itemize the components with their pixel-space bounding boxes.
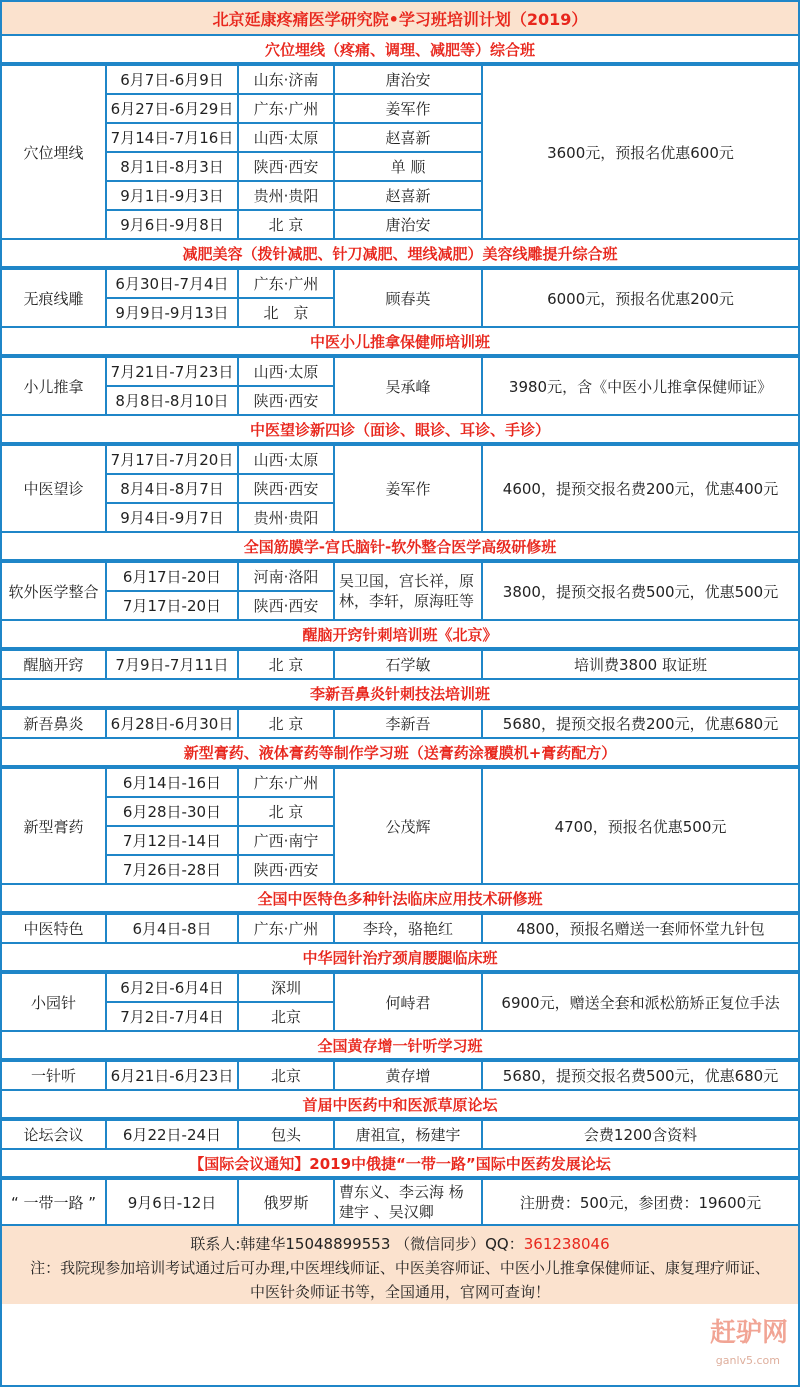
page-title: 北京延康疼痛医学研究院•学习班培训计划（2019） <box>2 2 798 36</box>
location-cell: 俄罗斯 <box>238 1179 334 1225</box>
date-cell: 7月17日-20日 <box>106 591 238 620</box>
date-cell: 7月14日-7月16日 <box>106 123 238 152</box>
section-heading: 【国际会议通知】2019中俄捷“一带一路”国际中医药发展论坛 <box>2 1150 798 1178</box>
fee-cell: 6900元，赠送全套和派松筋矫正复位手法 <box>482 973 798 1031</box>
table-row <box>2 1179 798 1225</box>
course-name: 新吾鼻炎 <box>2 709 106 738</box>
schedule-table <box>2 1119 798 1150</box>
date-cell: 8月4日-8月7日 <box>106 474 238 503</box>
course-section <box>2 328 798 416</box>
location-cell: 山西·太原 <box>238 357 334 386</box>
course-section <box>2 240 798 328</box>
teacher-cell: 公茂辉 <box>334 768 482 884</box>
location-cell: 山东·济南 <box>238 65 334 94</box>
location-cell: 广东·广州 <box>238 94 334 123</box>
location-cell: 山西·太原 <box>238 445 334 474</box>
section-heading: 醒脑开窍针刺培训班《北京》 <box>2 621 798 649</box>
schedule-table <box>2 708 798 739</box>
date-cell: 9月4日-9月7日 <box>106 503 238 532</box>
course-section <box>2 680 798 739</box>
location-cell: 河南·洛阳 <box>238 562 334 591</box>
date-cell: 7月26日-28日 <box>106 855 238 884</box>
section-heading: 全国中医特色多种针法临床应用技术研修班 <box>2 885 798 913</box>
teacher-cell: 黄存增 <box>334 1061 482 1090</box>
section-heading: 全国黄存增一针听学习班 <box>2 1032 798 1060</box>
location-cell: 陕西·西安 <box>238 855 334 884</box>
teacher-cell: 单 顺 <box>334 152 482 181</box>
location-cell: 北 京 <box>238 650 334 679</box>
teacher-cell: 顾春英 <box>334 269 482 327</box>
sections-container <box>2 36 798 1226</box>
schedule-table <box>2 356 798 416</box>
course-name: 无痕线雕 <box>2 269 106 327</box>
fee-cell: 5680，提预交报名费500元，优惠680元 <box>482 1061 798 1090</box>
date-cell: 7月21日-7月23日 <box>106 357 238 386</box>
table-row <box>2 269 798 298</box>
course-name: 软外医学整合 <box>2 562 106 620</box>
location-cell: 包头 <box>238 1120 334 1149</box>
date-cell: 6月28日-30日 <box>106 797 238 826</box>
course-section <box>2 1032 798 1091</box>
qq-number: 361238046 <box>523 1235 610 1253</box>
location-cell: 北 京 <box>238 709 334 738</box>
date-cell: 6月27日-6月29日 <box>106 94 238 123</box>
date-cell: 6月21日-6月23日 <box>106 1061 238 1090</box>
course-section <box>2 621 798 680</box>
course-name: 穴位埋线 <box>2 65 106 239</box>
location-cell: 山西·太原 <box>238 123 334 152</box>
date-cell: 6月14日-16日 <box>106 768 238 797</box>
date-cell: 7月2日-7月4日 <box>106 1002 238 1031</box>
location-cell: 贵州·贵阳 <box>238 181 334 210</box>
table-row <box>2 768 798 797</box>
teacher-cell: 李玲，骆艳红 <box>334 914 482 943</box>
date-cell: 6月30日-7月4日 <box>106 269 238 298</box>
course-name: 一针听 <box>2 1061 106 1090</box>
location-cell: 陕西·西安 <box>238 474 334 503</box>
schedule-table <box>2 1060 798 1091</box>
teacher-cell: 石学敏 <box>334 650 482 679</box>
location-cell: 陕西·西安 <box>238 386 334 415</box>
section-heading: 全国筋膜学-宫氏脑针-软外整合医学高级研修班 <box>2 533 798 561</box>
date-cell: 7月17日-7月20日 <box>106 445 238 474</box>
teacher-cell: 曹东义、李云海 杨建宇 、吴汉卿 <box>334 1179 482 1225</box>
course-section <box>2 36 798 240</box>
fee-cell: 4700，预报名优惠500元 <box>482 768 798 884</box>
date-cell: 7月12日-14日 <box>106 826 238 855</box>
location-cell: 陕西·西安 <box>238 152 334 181</box>
teacher-cell: 姜军作 <box>334 445 482 532</box>
schedule-table <box>2 767 798 885</box>
location-cell: 广东·广州 <box>238 914 334 943</box>
course-section <box>2 1091 798 1150</box>
section-heading: 中医望诊新四诊（面诊、眼诊、耳诊、手诊） <box>2 416 798 444</box>
course-name: “ 一带一路 ” <box>2 1179 106 1225</box>
section-heading: 新型膏药、液体膏药等制作学习班（送膏药涂覆膜机+膏药配方） <box>2 739 798 767</box>
table-row <box>2 65 798 94</box>
date-cell: 9月6日-9月8日 <box>106 210 238 239</box>
location-cell: 广东·广州 <box>238 768 334 797</box>
course-name: 醒脑开窍 <box>2 650 106 679</box>
fee-cell: 注册费：500元，参团费：19600元 <box>482 1179 798 1225</box>
date-cell: 9月6日-12日 <box>106 1179 238 1225</box>
schedule-table <box>2 444 798 533</box>
location-cell: 北 京 <box>238 797 334 826</box>
schedule-table <box>2 1178 798 1226</box>
date-cell: 9月1日-9月3日 <box>106 181 238 210</box>
course-section <box>2 1150 798 1226</box>
table-row <box>2 650 798 679</box>
note-line-1: 注：我院现参加培训考试通过后可办理,中医埋线师证、中医美容师证、中医小儿推拿保健师证、康复理疗师证、 <box>30 1259 770 1277</box>
date-cell: 6月2日-6月4日 <box>106 973 238 1002</box>
date-cell: 6月7日-6月9日 <box>106 65 238 94</box>
section-heading: 减肥美容（拨针减肥、针刀减肥、埋线减肥）美容线雕提升综合班 <box>2 240 798 268</box>
section-heading: 中医小儿推拿保健师培训班 <box>2 328 798 356</box>
course-section <box>2 944 798 1032</box>
date-cell: 6月4日-8日 <box>106 914 238 943</box>
date-cell: 6月22日-24日 <box>106 1120 238 1149</box>
watermark-url: ganlv5.com <box>715 1354 780 1367</box>
contact-text: 联系人:韩建华15048899553 （微信同步）QQ： <box>190 1235 524 1253</box>
table-row <box>2 1061 798 1090</box>
location-cell: 陕西·西安 <box>238 591 334 620</box>
fee-cell: 3800，提预交报名费500元，优惠500元 <box>482 562 798 620</box>
teacher-cell: 姜军作 <box>334 94 482 123</box>
watermark-logo: 赶驴网 <box>709 1318 788 1348</box>
date-cell: 9月9日-9月13日 <box>106 298 238 327</box>
fee-cell: 5680，提预交报名费200元，优惠680元 <box>482 709 798 738</box>
note-line-2: 中医针灸师证书等，全国通用，官网可查询！ <box>249 1283 550 1301</box>
teacher-cell: 赵喜新 <box>334 123 482 152</box>
schedule-table <box>2 913 798 944</box>
date-cell: 8月8日-8月10日 <box>106 386 238 415</box>
fee-cell: 培训费3800 取证班 <box>482 650 798 679</box>
teacher-cell: 唐治安 <box>334 210 482 239</box>
schedule-table <box>2 268 798 328</box>
section-heading: 首届中医药中和医派草原论坛 <box>2 1091 798 1119</box>
table-row <box>2 1120 798 1149</box>
location-cell: 北京 <box>238 1002 334 1031</box>
course-section <box>2 533 798 621</box>
schedule-table <box>2 649 798 680</box>
location-cell: 北 京 <box>238 210 334 239</box>
section-heading: 中华园针治疗颈肩腰腿临床班 <box>2 944 798 972</box>
course-name: 新型膏药 <box>2 768 106 884</box>
location-cell: 广东·广州 <box>238 269 334 298</box>
teacher-cell: 唐治安 <box>334 65 482 94</box>
table-row <box>2 357 798 386</box>
location-cell: 北 京 <box>238 298 334 327</box>
fee-cell: 4600，提预交报名费200元，优惠400元 <box>482 445 798 532</box>
location-cell: 广西·南宁 <box>238 826 334 855</box>
teacher-cell: 唐祖宣，杨建宇 <box>334 1120 482 1149</box>
course-name: 论坛会议 <box>2 1120 106 1149</box>
fee-cell: 6000元，预报名优惠200元 <box>482 269 798 327</box>
teacher-cell: 何峙君 <box>334 973 482 1031</box>
date-cell: 6月28日-6月30日 <box>106 709 238 738</box>
course-name: 中医特色 <box>2 914 106 943</box>
teacher-cell: 赵喜新 <box>334 181 482 210</box>
location-cell: 深圳 <box>238 973 334 1002</box>
teacher-cell: 吴承峰 <box>334 357 482 415</box>
course-section <box>2 739 798 885</box>
schedule-table <box>2 64 798 240</box>
location-cell: 贵州·贵阳 <box>238 503 334 532</box>
table-row <box>2 973 798 1002</box>
section-heading: 穴位埋线（疼痛、调理、减肥等）综合班 <box>2 36 798 64</box>
course-name: 中医望诊 <box>2 445 106 532</box>
table-row <box>2 914 798 943</box>
table-row <box>2 709 798 738</box>
course-section <box>2 885 798 944</box>
date-cell: 7月9日-7月11日 <box>106 650 238 679</box>
course-section <box>2 416 798 533</box>
fee-cell: 会费1200含资料 <box>482 1120 798 1149</box>
date-cell: 6月17日-20日 <box>106 562 238 591</box>
footer <box>2 1226 798 1304</box>
date-cell: 8月1日-8月3日 <box>106 152 238 181</box>
location-cell: 北京 <box>238 1061 334 1090</box>
contact-line <box>2 1232 798 1256</box>
fee-cell: 4800，预报名赠送一套师怀堂九针包 <box>482 914 798 943</box>
schedule-table <box>2 561 798 621</box>
teacher-cell: 李新吾 <box>334 709 482 738</box>
course-name: 小园针 <box>2 973 106 1031</box>
section-heading: 李新吾鼻炎针刺技法培训班 <box>2 680 798 708</box>
table-row <box>2 445 798 474</box>
table-row <box>2 562 798 591</box>
schedule-table <box>2 972 798 1032</box>
teacher-cell: 吴卫国，宫长祥，原林，李轩，原海旺等 <box>334 562 482 620</box>
course-name: 小儿推拿 <box>2 357 106 415</box>
fee-cell: 3980元，含《中医小儿推拿保健师证》 <box>482 357 798 415</box>
fee-cell: 3600元，预报名优惠600元 <box>482 65 798 239</box>
